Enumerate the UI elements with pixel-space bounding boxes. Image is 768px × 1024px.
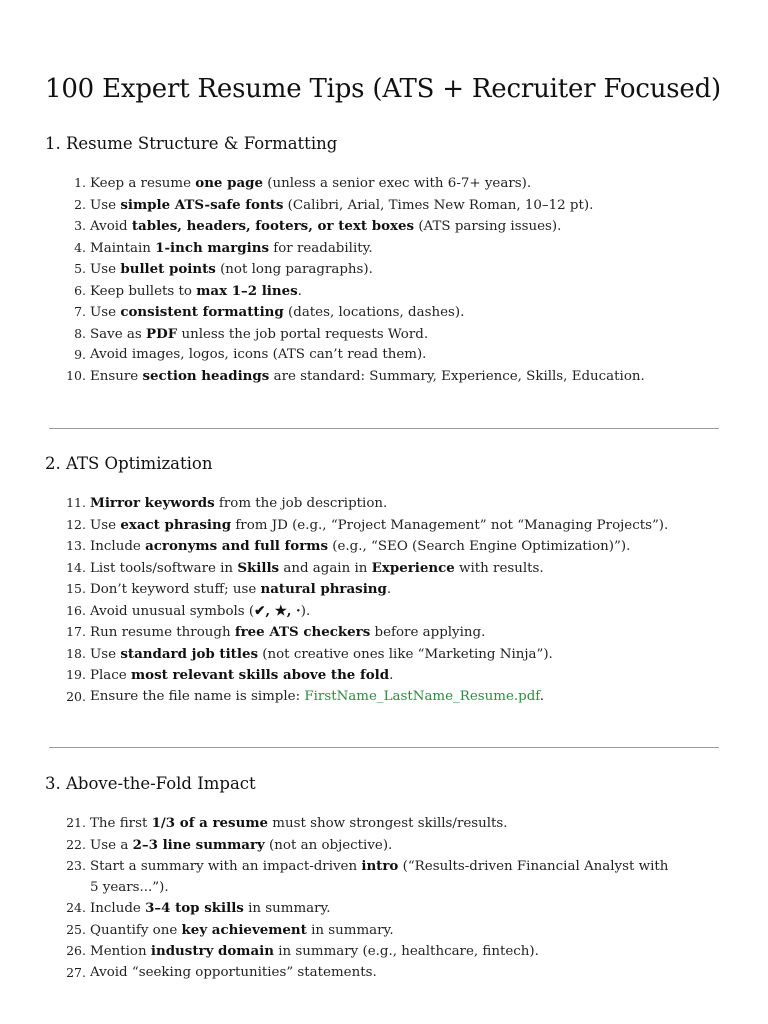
- list-item: [0, 687, 768, 708]
- tip-text: before applying.: [370, 625, 486, 640]
- tip-text: unless the job portal requests Word.: [177, 326, 429, 342]
- tip-text: Maintain: [90, 240, 156, 256]
- list-item-number: 5.: [74, 261, 86, 276]
- emphasis-text: max 1–2 lines: [196, 282, 298, 299]
- tip-text: (not long paragraphs).: [215, 262, 373, 277]
- list-item-number: 8.: [74, 325, 86, 341]
- tip-text: (e.g., “SEO (Search Engine Optimization)”).: [328, 539, 631, 554]
- list-item: [0, 963, 768, 984]
- emphasis-text: free ATS checkers: [234, 624, 371, 640]
- tips-list-above-fold: [0, 813, 768, 983]
- list-item-number: 18.: [66, 645, 86, 661]
- list-item: [0, 898, 768, 920]
- list-item: [0, 536, 768, 558]
- list-item-number: 19.: [66, 667, 86, 682]
- page-title: 100 Expert Resume Tips (ATS + Recruiter Focused): [45, 74, 721, 104]
- tip-text: Use: [90, 517, 121, 533]
- tip-text: with results.: [454, 560, 544, 576]
- tip-text: Use: [90, 646, 121, 662]
- tip-text: .: [297, 283, 302, 299]
- tip-text: Mention: [90, 944, 151, 959]
- list-item: [0, 302, 768, 324]
- list-item-number: 13.: [66, 538, 86, 553]
- emphasis-text: intro: [361, 858, 399, 874]
- list-item: [0, 941, 768, 963]
- tip-text: (Calibri, Arial, Times New Roman, 10–12 pt).: [283, 197, 594, 213]
- tip-text: must show strongest skills/results.: [268, 816, 508, 831]
- tip-text: Don’t keyword stuff; use: [90, 582, 261, 597]
- list-item: [0, 665, 768, 687]
- list-item-number: 2.: [74, 196, 86, 212]
- emphasis-text: section headings: [142, 367, 270, 384]
- tip-text: Use: [90, 197, 121, 213]
- list-item: [0, 835, 768, 857]
- list-item: [0, 622, 768, 644]
- emphasis-text: Skills: [237, 559, 280, 576]
- tip-text: Keep bullets to: [90, 283, 197, 299]
- list-item: [0, 493, 768, 515]
- tip-text: (not an objective).: [264, 837, 393, 853]
- emphasis-text: ✔, ★, ·: [254, 602, 301, 619]
- tip-text: for readability.: [269, 240, 373, 256]
- list-item: [0, 644, 768, 666]
- list-item-number: 3.: [74, 218, 86, 233]
- list-item-number: 21.: [66, 815, 86, 830]
- tips-list-ats: [0, 493, 768, 707]
- tip-text: Keep a resume: [90, 176, 196, 191]
- list-item: [0, 515, 768, 537]
- tip-text: Run resume through: [90, 625, 235, 640]
- tip-text: in summary (e.g., healthcare, fintech).: [273, 944, 539, 959]
- filename-example: FirstName_LastName_Resume.pdf: [304, 688, 540, 704]
- list-item-number: 11.: [66, 495, 86, 510]
- emphasis-text: 2–3 line summary: [132, 836, 265, 853]
- emphasis-text: 1/3 of a resume: [151, 815, 269, 831]
- emphasis-text: Mirror keywords: [90, 495, 215, 511]
- tip-text: Avoid unusual symbols (: [90, 603, 255, 619]
- emphasis-text: most relevant skills above the fold: [130, 667, 390, 683]
- tip-text: Quantify one: [90, 922, 182, 938]
- tip-text: .: [389, 668, 394, 683]
- list-item: [0, 324, 768, 346]
- emphasis-text: one page: [195, 175, 264, 191]
- list-item: [0, 345, 768, 366]
- tip-text: are standard: Summary, Experience, Skills, Education.: [269, 368, 645, 384]
- tip-text: .: [386, 582, 392, 597]
- tip-text: and again in: [279, 560, 372, 576]
- tip-text: Avoid: [90, 219, 132, 234]
- list-item: [0, 173, 768, 195]
- emphasis-text: consistent formatting: [120, 304, 284, 320]
- list-item-number: 15.: [66, 581, 86, 596]
- list-item-number: 24.: [66, 900, 86, 915]
- tip-text: (“Results-driven Financial Analyst with 5 years...”).: [90, 859, 669, 895]
- tip-text: Save as: [90, 326, 147, 342]
- emphasis-text: PDF: [146, 325, 178, 342]
- section-divider: [49, 747, 719, 748]
- tips-list-structure: [0, 173, 768, 387]
- list-item-number: 9.: [74, 347, 86, 362]
- list-item: [0, 813, 768, 835]
- emphasis-text: tables, headers, footers, or text boxes: [131, 218, 415, 234]
- section-heading-ats: 2. ATS Optimization: [45, 454, 213, 473]
- tip-text: from the job description.: [214, 496, 388, 511]
- tip-text: Place: [90, 668, 131, 683]
- tip-text: (unless a senior exec with 6-7+ years).: [263, 176, 532, 191]
- emphasis-text: 3–4 top skills: [145, 900, 244, 916]
- list-item-number: 10.: [66, 367, 86, 383]
- emphasis-text: 1-inch margins: [155, 239, 270, 256]
- tip-text: Start a summary with an impact-driven: [90, 859, 362, 874]
- emphasis-text: natural phrasing: [260, 581, 387, 597]
- list-item: [0, 238, 768, 260]
- list-item: [0, 601, 768, 623]
- list-item-number: 22.: [66, 836, 86, 852]
- list-item-number: 27.: [66, 964, 86, 980]
- tip-text: Use a: [90, 837, 133, 853]
- list-item: [0, 558, 768, 580]
- list-item-number: 23.: [66, 858, 86, 873]
- tip-text: (ATS parsing issues).: [414, 219, 562, 234]
- emphasis-text: acronyms and full forms: [145, 538, 329, 554]
- tip-text: Avoid “seeking opportunities” statements.: [90, 964, 377, 980]
- list-item: [0, 920, 768, 942]
- tip-text: from JD (e.g., “Project Management” not “Managing Projects”).: [231, 517, 669, 533]
- list-item: [0, 281, 768, 303]
- list-item: [0, 366, 768, 388]
- list-item-number: 16.: [66, 602, 86, 618]
- tip-text: (not creative ones like “Marketing Ninja”).: [258, 646, 553, 662]
- tip-text: in summary.: [243, 901, 331, 916]
- tip-text: .: [539, 688, 545, 704]
- section-heading-above-fold: 3. Above-the-Fold Impact: [45, 774, 256, 793]
- tip-text: Include: [90, 539, 146, 554]
- emphasis-text: exact phrasing: [120, 516, 232, 533]
- section-heading-structure: 1. Resume Structure & Formatting: [45, 134, 338, 153]
- emphasis-text: key achievement: [181, 921, 307, 938]
- emphasis-text: simple ATS-safe fonts: [120, 196, 284, 213]
- tip-text: ).: [300, 603, 311, 619]
- section-divider: [49, 428, 719, 429]
- list-item: [0, 259, 768, 281]
- tip-text: (dates, locations, dashes).: [283, 305, 465, 320]
- tip-text: Include: [90, 901, 146, 916]
- list-item-number: 1.: [74, 175, 86, 190]
- tip-text: List tools/software in: [90, 560, 238, 576]
- tip-text: Avoid images, logos, icons (ATS can’t read them).: [90, 347, 427, 362]
- emphasis-text: standard job titles: [120, 645, 259, 662]
- emphasis-text: industry domain: [150, 943, 274, 959]
- list-item-number: 25.: [66, 921, 86, 937]
- emphasis-text: Experience: [371, 559, 455, 576]
- emphasis-text: bullet points: [120, 261, 216, 277]
- list-item-number: 17.: [66, 624, 86, 639]
- list-item-number: 7.: [74, 304, 86, 319]
- list-item: [0, 195, 768, 217]
- tip-text: Use: [90, 262, 121, 277]
- list-item-number: 4.: [74, 239, 86, 255]
- tip-text: Use: [90, 305, 121, 320]
- list-item-number: 20.: [66, 688, 86, 704]
- tip-text: Ensure: [90, 368, 143, 384]
- list-item-number: 26.: [66, 943, 86, 958]
- tip-text: The first: [90, 816, 152, 831]
- list-item-number: 6.: [74, 282, 86, 298]
- list-item: [0, 216, 768, 238]
- list-item-number: 12.: [66, 516, 86, 532]
- list-item: [0, 579, 768, 601]
- tip-text: Ensure the file name is simple:: [90, 688, 305, 704]
- list-item-number: 14.: [66, 559, 86, 575]
- list-item: [0, 856, 768, 898]
- tip-text: in summary.: [306, 922, 394, 938]
